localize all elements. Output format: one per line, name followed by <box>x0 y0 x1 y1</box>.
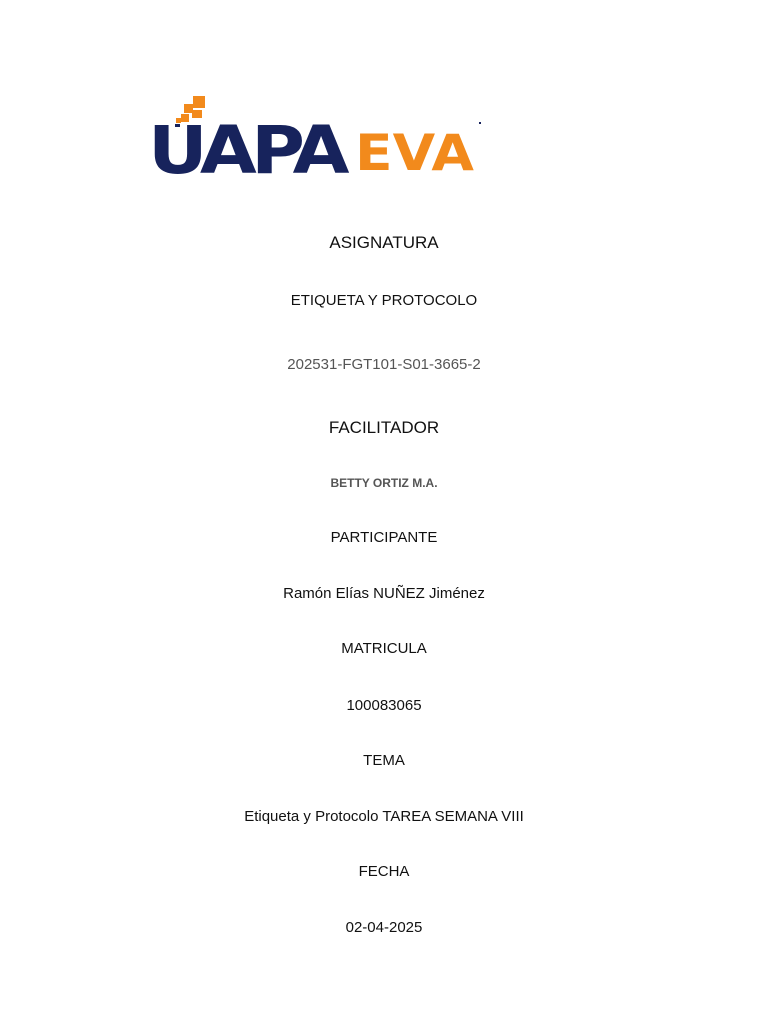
logo-uapa-text: UAPA <box>148 112 350 182</box>
tema-value: Etiqueta y Protocolo TAREA SEMANA VIII <box>244 808 524 825</box>
fecha-label: FECHA <box>358 863 410 880</box>
uapa-eva-logo-graphic <box>148 92 488 182</box>
course-code: 202531-FGT101-S01-3665-2 <box>287 356 481 373</box>
uapa-eva-logo <box>148 92 488 182</box>
tema-label: TEMA <box>363 752 405 769</box>
fecha-value: 02-04-2025 <box>345 919 423 936</box>
participante-value: Ramón Elías NUÑEZ Jiménez <box>283 585 485 602</box>
facilitador-label: FACILITADOR <box>328 418 440 437</box>
matricula-label: MATRICULA <box>341 640 427 657</box>
asignatura-label: ASIGNATURA <box>329 233 439 252</box>
logo-eva-text: EVA <box>355 124 475 182</box>
asignatura-value: ETIQUETA Y PROTOCOLO <box>290 292 478 309</box>
matricula-value: 100083065 <box>346 697 422 714</box>
logo-pixel-square <box>193 96 205 108</box>
logo-dot <box>479 122 481 124</box>
facilitador-value: BETTY ORTIZ M.A. <box>330 476 438 490</box>
participante-label: PARTICIPANTE <box>330 529 438 546</box>
